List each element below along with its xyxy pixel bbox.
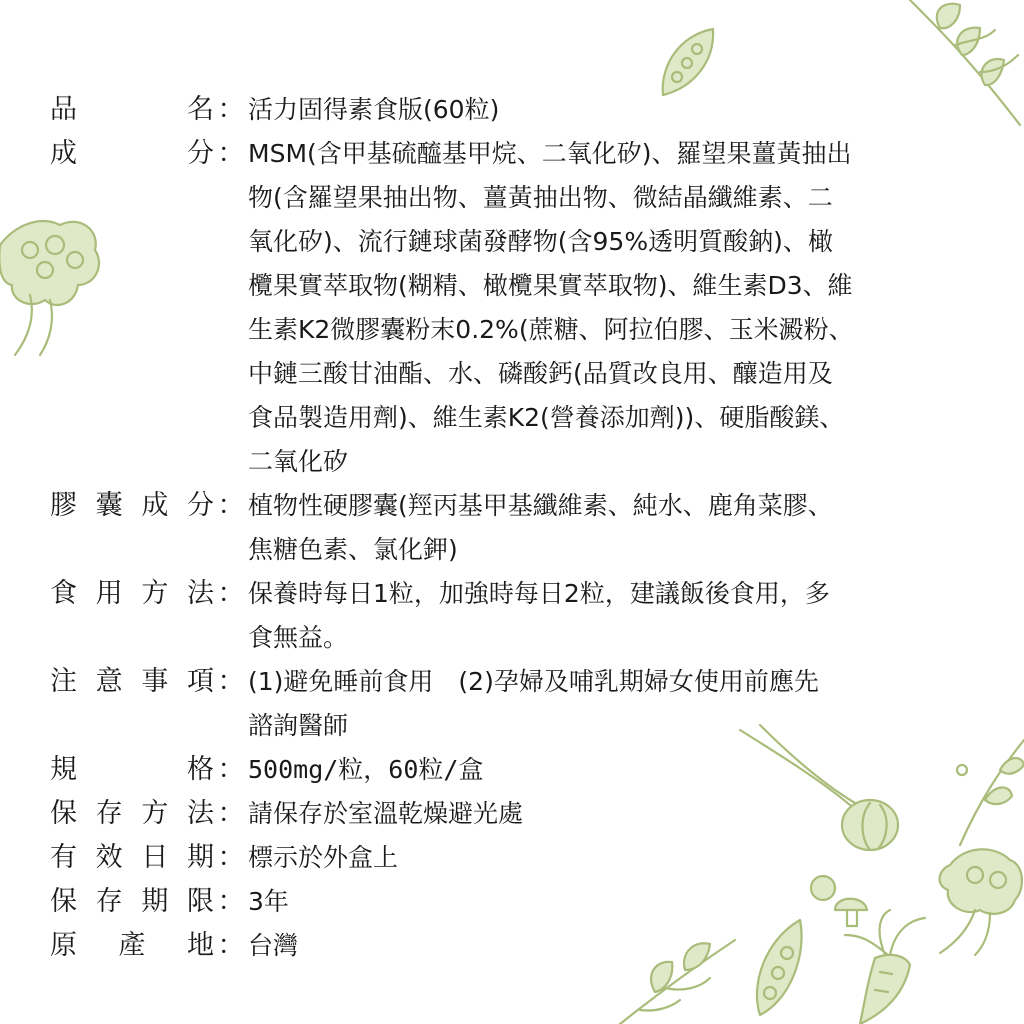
label-separator: ： <box>217 798 245 829</box>
label-separator: ： <box>217 930 245 961</box>
spec-row-shelf-life <box>50 880 990 924</box>
spec-row-ingredients <box>50 132 990 484</box>
spec-row-origin <box>50 924 990 968</box>
spec-row-product-name <box>50 88 990 132</box>
spec-label: 有 效 日 期 <box>50 842 214 873</box>
spec-value: 標示於外盒上 <box>248 843 399 872</box>
spec-label: 規 格 <box>50 754 214 785</box>
spec-label: 注 意 事 項 <box>50 666 214 697</box>
spec-row-storage <box>50 792 990 836</box>
label-separator: ： <box>217 94 245 125</box>
spec-row-specification <box>50 748 990 792</box>
label-separator: ： <box>217 842 245 873</box>
spec-label: 膠 囊 成 分 <box>50 490 214 521</box>
spec-row-capsule-ingredients <box>50 484 990 572</box>
label-separator: ： <box>217 578 245 609</box>
spec-value: 台灣 <box>248 931 299 960</box>
spec-value: 3年 <box>248 887 289 916</box>
spec-value: 植物性硬膠囊(羥丙基甲基纖維素、純水、鹿角菜膠、 焦糖色素、氯化鉀) <box>248 491 833 564</box>
label-separator: ： <box>217 666 245 697</box>
spec-value: 活力固得素食版(60粒) <box>248 95 500 124</box>
spec-value: (1)避免睡前食用 (2)孕婦及哺乳期婦女使用前應先 諮詢醫師 <box>248 667 819 740</box>
spec-value: 請保存於室溫乾燥避光處 <box>248 799 524 828</box>
spec-row-usage <box>50 572 990 660</box>
label-separator: ： <box>217 490 245 521</box>
spec-label: 成 分 <box>50 138 214 169</box>
label-separator: ： <box>217 886 245 917</box>
spec-value: 500mg/粒，60粒/盒 <box>248 755 484 784</box>
spec-value: 保養時每日1粒，加強時每日2粒，建議飯後食用，多 食無益。 <box>248 579 830 652</box>
spec-label: 保 存 期 限 <box>50 886 214 917</box>
spec-label: 原 產 地 <box>50 930 214 961</box>
spec-label: 保 存 方 法 <box>50 798 214 829</box>
spec-value: MSM(含甲基硫醯基甲烷、二氧化矽)、羅望果薑黃抽出 物(含羅望果抽出物、薑黃抽出物、微結晶纖維素、二 氧化矽)、流行鏈球菌發酵物(含95%透明質酸鈉)、橄 欖果實萃取物(糊精、橄欖果實萃取物)、維生素D3、維 生素K2微膠囊粉末0.2%(蔗糖、阿拉伯膠、玉米澱粉、 中鏈三酸甘油酯、水、磷酸鈣(品質改良用、釀造用及 食品製造用劑)、維生素K2(營養添加劑))、硬脂酸鎂、 二氧化矽 <box>248 139 854 476</box>
spec-label: 品 名 <box>50 94 214 125</box>
spec-row-expiry-date <box>50 836 990 880</box>
spec-label: 食 用 方 法 <box>50 578 214 609</box>
label-separator: ： <box>217 754 245 785</box>
spec-row-precautions <box>50 660 990 748</box>
label-separator: ： <box>217 138 245 169</box>
spec-table <box>50 88 990 968</box>
